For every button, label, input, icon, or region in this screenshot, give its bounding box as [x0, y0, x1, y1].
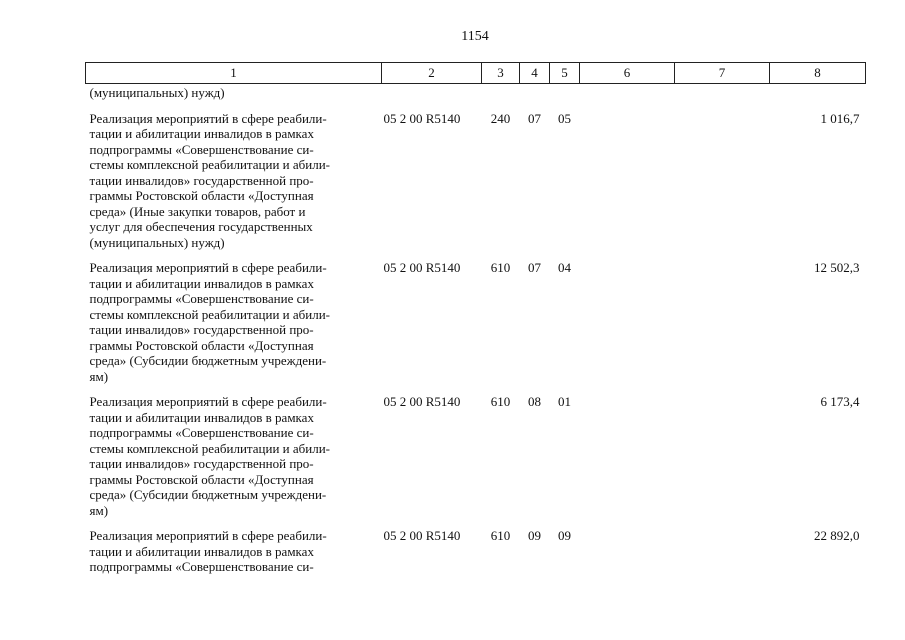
- row-col-6: [580, 518, 675, 575]
- table-row: [86, 250, 866, 384]
- table-row: [86, 384, 866, 518]
- row-expense-type: 610: [490, 528, 511, 543]
- row-col-7: [675, 384, 770, 518]
- header-col-8: 8: [770, 63, 866, 84]
- row-expense-type: 610: [490, 394, 511, 409]
- row-col-6: [580, 384, 675, 518]
- row-subsection: 04: [558, 260, 571, 275]
- row-amount: 1 016,7: [820, 110, 860, 126]
- row-amount: 6 173,4: [820, 394, 860, 409]
- header-col-5: 5: [550, 63, 580, 84]
- row-section: 08: [528, 394, 541, 409]
- row-target-code: 05 2 00 R5140: [383, 394, 461, 409]
- row-description: Реализация мероприятий в сфере реабили- тации и абилитации инвалидов в рамках подпрограммы «Совершенствование си-: [89, 528, 327, 574]
- header-col-2: 2: [382, 63, 482, 84]
- table-row: [86, 101, 866, 251]
- continuation-row: [86, 84, 866, 101]
- table-row: [86, 518, 866, 575]
- header-col-6: 6: [580, 63, 675, 84]
- row-col-6: [580, 101, 675, 251]
- header-row: [86, 63, 866, 84]
- row-target-code: 05 2 00 R5140: [383, 110, 461, 126]
- header-col-3: 3: [482, 63, 520, 84]
- row-subsection: 09: [558, 528, 571, 543]
- continuation-text: (муниципальных) нужд): [89, 85, 225, 100]
- row-description: Реализация мероприятий в сфере реабили- тации и абилитации инвалидов в рамках подпрограммы «Совершенствование си- стемы комплексной реабилитации и абили- тации инвалидов» государственной про- граммы Ростовской области «Доступная среда» (Субсидии бюджетным учреждени- ям): [89, 260, 330, 384]
- header-col-4: 4: [520, 63, 550, 84]
- row-amount: 22 892,0: [814, 528, 860, 543]
- row-expense-type: 610: [490, 260, 511, 275]
- row-subsection: 01: [558, 394, 571, 409]
- row-description: Реализация мероприятий в сфере реабили- тации и абилитации инвалидов в рамках подпрограммы «Совершенствование си- стемы комплексной реабилитации и абили- тации инвалидов» государственной про- граммы Ростовской области «Доступная среда» (Субсидии бюджетным учреждени- ям): [89, 394, 330, 518]
- row-section: 09: [528, 528, 541, 543]
- row-expense-type: 240: [490, 110, 511, 126]
- row-col-6: [580, 250, 675, 384]
- row-col-7: [675, 518, 770, 575]
- row-section: 07: [528, 110, 541, 126]
- row-description: Реализация мероприятий в сфере реабили- тации и абилитации инвалидов в рамках подпрограммы «Совершенствование си- стемы комплексной реабилитации и абили- тации инвалидов» государственной про- граммы Ростовской области «Доступная среда» (Иные закупки товаров, работ и услуг для обеспечения государственных (муниципальных) нужд): [89, 110, 330, 250]
- header-col-7: 7: [675, 63, 770, 84]
- budget-table: [85, 62, 866, 575]
- row-amount: 12 502,3: [814, 260, 860, 275]
- row-section: 07: [528, 260, 541, 275]
- row-target-code: 05 2 00 R5140: [383, 528, 461, 543]
- header-col-1: 1: [86, 63, 382, 84]
- row-subsection: 05: [558, 110, 571, 126]
- row-col-7: [675, 250, 770, 384]
- row-target-code: 05 2 00 R5140: [383, 260, 461, 275]
- row-col-7: [675, 101, 770, 251]
- page-number: 1154: [461, 29, 489, 44]
